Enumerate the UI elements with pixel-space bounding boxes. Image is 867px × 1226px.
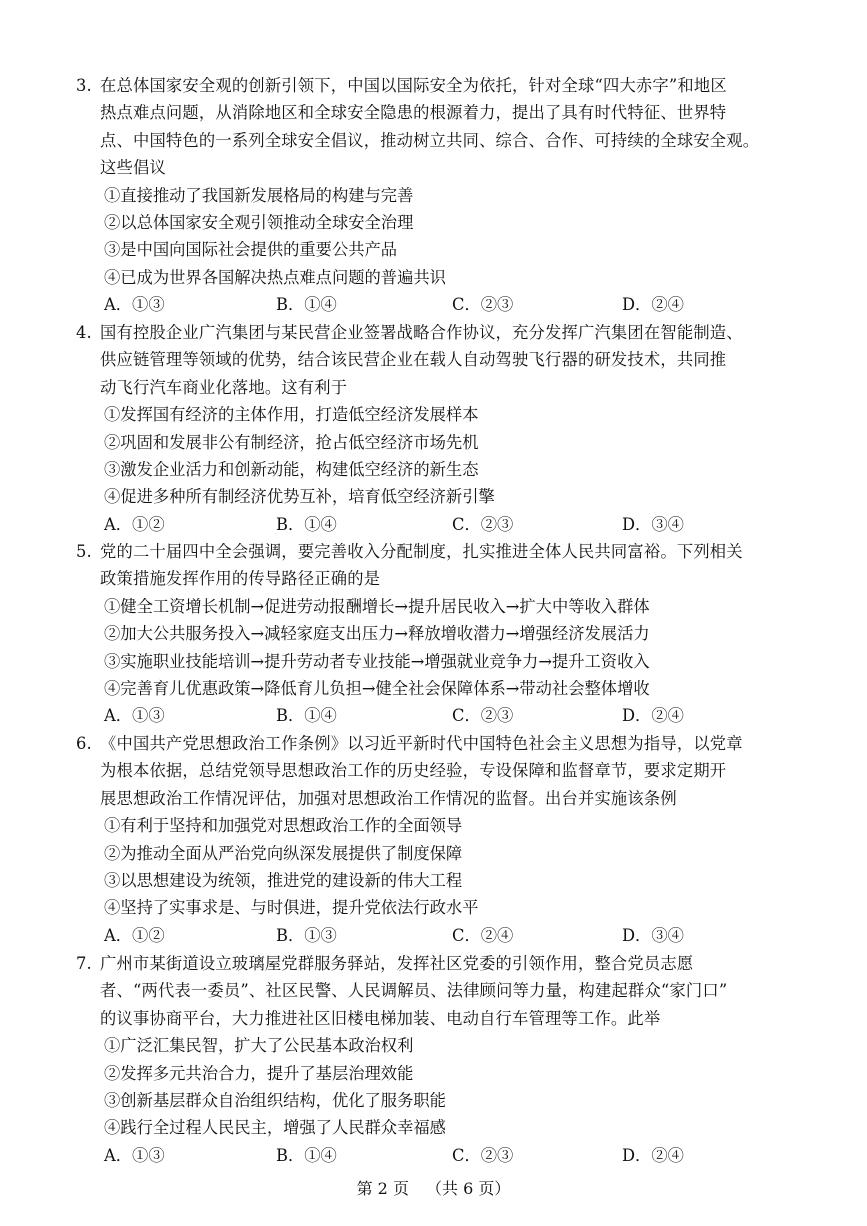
statement-option: ③创新基层群众自治组织结构，优化了服务职能: [104, 1091, 446, 1111]
choice-d: D．②④: [622, 706, 684, 726]
statement-option: ④坚持了实事求是、与时俱进，提升党依法行政水平: [104, 898, 479, 918]
page-number: 第 2 页: [356, 1179, 409, 1198]
question-stem-line: 供应链管理等领域的优势，结合该民营企业在载人自动驾驶飞行器的研发技术，共同推: [100, 350, 727, 370]
choice-a: A．①②: [104, 925, 165, 945]
question-stem-line: 展思想政治工作情况评估，加强对思想政治工作情况的监督。出台并实施该条例: [100, 788, 677, 808]
question-4: [76, 319, 806, 538]
choice-d: D．②④: [622, 1145, 684, 1165]
choice-b: B．①④: [276, 706, 337, 726]
question-stem-line: 5. 党的二十届四中全会强调，要完善收入分配制度，扎实推进全体人民共同富裕。下列相关: [76, 538, 806, 565]
question-number: 5.: [76, 542, 92, 561]
statement-option: ①广泛汇集民智，扩大了公民基本政治权利: [104, 1036, 414, 1056]
answer-choices: [76, 922, 806, 949]
question-stem-line: 为根本依据，总结党领导思想政治工作的历史经验，专设保障和监督章节，要求定期开: [100, 761, 727, 781]
question-stem-line: 4. 国有控股企业广汽集团与某民营企业签署战略合作协议，充分发挥广汽集团在智能制造、: [76, 319, 806, 346]
statement-option: ④促进多种所有制经济优势互补，培育低空经济新引擎: [104, 487, 495, 507]
choice-a: A．①③: [104, 706, 165, 726]
choice-c: C．②③: [452, 295, 514, 315]
statement-option: ③以思想建设为统领，推进党的建设新的伟大工程: [104, 871, 463, 891]
question-stem-line: 这些倡议: [100, 158, 166, 178]
question-stem-line: 的议事协商平台，大力推进社区旧楼电梯加装、电动自行车管理等工作。此举: [100, 1008, 661, 1028]
choice-d: D．③④: [622, 925, 684, 945]
choice-d: D．③④: [622, 514, 684, 534]
answer-choices: [76, 702, 806, 729]
choice-b: B．①④: [276, 514, 337, 534]
statement-option: ③激发企业活力和创新动能，构建低空经济的新生态: [104, 460, 479, 480]
question-number: 4.: [76, 323, 92, 342]
statement-option: ③实施职业技能培训→提升劳动者专业技能→增强就业竞争力→提升工资收入: [104, 651, 650, 671]
choice-a: A．①③: [104, 295, 165, 315]
statement-option: ②加大公共服务投入→减轻家庭支出压力→释放增收潜力→增强经济发展活力: [104, 624, 650, 644]
question-number: 7.: [76, 954, 92, 973]
statement-option: ②发挥多元共治合力，提升了基层治理效能: [104, 1063, 414, 1083]
statement-option: ④完善育儿优惠政策→降低育儿负担→健全社会保障体系→带动社会整体增收: [104, 679, 650, 699]
question-stem-line: 3. 在总体国家安全观的创新引领下，中国以国际安全为依托，针对全球“四大赤字”和地区: [76, 72, 806, 99]
choice-a: A．①③: [104, 1145, 165, 1165]
statement-option: ④践行全过程人民民主，增强了人民群众幸福感: [104, 1118, 446, 1138]
question-6: [76, 730, 806, 949]
question-number: 6.: [76, 734, 92, 753]
question-5: [76, 538, 806, 730]
statement-option: ①直接推动了我国新发展格局的构建与完善: [104, 185, 414, 205]
choice-b: B．①④: [276, 295, 337, 315]
choice-d: D．②④: [622, 295, 684, 315]
statement-option: ②为推动全面从严治党向纵深发展提供了制度保障: [104, 843, 463, 863]
statement-option: ④已成为世界各国解决热点难点问题的普遍共识: [104, 267, 446, 287]
question-7: [76, 950, 806, 1169]
question-stem-line: 6. 《中国共产党思想政治工作条例》以习近平新时代中国特色社会主义思想为指导，以党章: [76, 730, 806, 757]
question-stem-line: 政策措施发挥作用的传导路径正确的是: [100, 569, 381, 589]
question-stem-line: 动飞行汽车商业化落地。这有利于: [100, 377, 348, 397]
question-number: 3.: [76, 76, 92, 95]
choice-c: C．②③: [452, 1145, 514, 1165]
statement-option: ②巩固和发展非公有制经济，抢占低空经济市场先机: [104, 432, 479, 452]
question-3: [76, 72, 806, 319]
statement-option: ①发挥国有经济的主体作用，打造低空经济发展样本: [104, 405, 479, 425]
answer-choices: [76, 291, 806, 318]
choice-c: C．②③: [452, 706, 514, 726]
answer-choices: [76, 511, 806, 538]
choice-b: B．①④: [276, 1145, 337, 1165]
page-total: （共 6 页）: [426, 1179, 511, 1198]
choice-a: A．①②: [104, 514, 165, 534]
choice-b: B．①③: [276, 925, 337, 945]
statement-option: ②以总体国家安全观引领推动全球安全治理: [104, 213, 414, 233]
page-footer: [0, 1176, 867, 1199]
answer-choices: [76, 1142, 806, 1169]
statement-option: ①健全工资增长机制→促进劳动报酬增长→提升居民收入→扩大中等收入群体: [104, 596, 650, 616]
choice-c: C．②④: [452, 925, 514, 945]
choice-c: C．②③: [452, 514, 514, 534]
question-stem-line: 者、“两代表一委员”、社区民警、人民调解员、法律顾问等力量，构建起群众“家门口”: [100, 981, 728, 1001]
question-stem-line: 热点难点问题，从消除地区和全球安全隐患的根源着力，提出了具有时代特征、世界特: [100, 103, 727, 123]
statement-option: ③是中国向国际社会提供的重要公共产品: [104, 240, 398, 260]
question-stem-line: 7. 广州市某街道设立玻璃屋党群服务驿站，发挥社区党委的引领作用，整合党员志愿: [76, 950, 806, 977]
statement-option: ①有利于坚持和加强党对思想政治工作的全面领导: [104, 816, 463, 836]
question-stem-line: 点、中国特色的一系列全球安全倡议，推动树立共同、综合、合作、可持续的全球安全观。: [100, 130, 760, 150]
